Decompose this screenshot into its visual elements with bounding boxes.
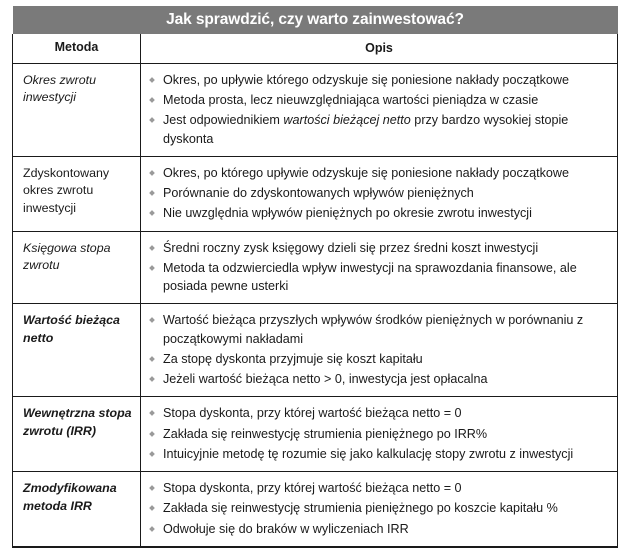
bullet-text: Intuicyjnie metodę tę rozumie się jako kalkulację stopy zwrotu z inwestycji — [163, 446, 574, 461]
table-row — [13, 304, 618, 397]
table-row — [13, 63, 618, 156]
bullet-text: Okres, po upływie którego odzyskuje się poniesione nakłady początkowe — [163, 72, 570, 87]
bullet-item — [141, 239, 609, 257]
emphasized-term: wartości bieżącej netto — [283, 113, 411, 128]
bullet-item — [141, 311, 609, 348]
method-cell: Zmodyfikowana metoda IRR — [13, 472, 141, 547]
bullet-text: Zakłada się reinwestycję strumienia pieniężnego po IRR% — [163, 426, 488, 441]
bullet-item — [141, 259, 609, 296]
table-title-row — [13, 6, 618, 34]
bullet-item — [141, 350, 609, 368]
description-cell — [141, 63, 618, 156]
bullet-item — [141, 71, 609, 89]
bullet-text: Zakłada się reinwestycję strumienia pieniężnego po koszcie kapitału % — [163, 501, 558, 516]
bullet-text: Jeżeli wartość bieżąca netto > 0, inwestycja jest opłacalna — [163, 372, 488, 387]
method-cell: Wewnętrzna stopa zwrotu (IRR) — [13, 397, 141, 472]
method-cell: Zdyskontowany okres zwrotu inwestycji — [13, 156, 141, 231]
bullet-list — [141, 239, 609, 296]
diamond-bullet-icon — [149, 317, 155, 323]
diamond-bullet-icon — [149, 97, 155, 103]
column-header-description: Opis — [141, 34, 618, 63]
diamond-bullet-icon — [149, 431, 155, 437]
bullet-item — [141, 184, 609, 202]
bullet-item — [141, 499, 609, 517]
description-cell — [141, 397, 618, 472]
bullet-text: Jest odpowiednikiem wartości bieżącej netto przy bardzo wysokiej stopie dyskonta — [163, 113, 569, 146]
bullet-text: Okres, po którego upływie odzyskuje się poniesione nakłady początkowe — [163, 165, 570, 180]
bullet-item — [141, 164, 609, 182]
diamond-bullet-icon — [149, 245, 155, 251]
bullet-list — [141, 71, 609, 148]
diamond-bullet-icon — [149, 77, 155, 83]
bullet-item — [141, 404, 609, 422]
method-cell: Wartość bieżąca netto — [13, 304, 141, 397]
bullet-text: Metoda prosta, lecz nieuwzględniająca wartości pieniądza w czasie — [163, 93, 539, 108]
bullet-item — [141, 91, 609, 109]
bullet-item — [141, 370, 609, 388]
diamond-bullet-icon — [149, 190, 155, 196]
bullet-item — [141, 520, 609, 538]
diamond-bullet-icon — [149, 265, 155, 271]
method-cell: Okres zwrotu inwestycji — [13, 63, 141, 156]
diamond-bullet-icon — [149, 485, 155, 491]
bullet-item — [141, 479, 609, 497]
table-row — [13, 156, 618, 231]
bullet-text: Za stopę dyskonta przyjmuje się koszt kapitału — [163, 351, 423, 366]
column-header-row — [13, 34, 618, 63]
bullet-text: Stopa dyskonta, przy której wartość bieżąca netto = 0 — [163, 406, 462, 421]
description-cell — [141, 156, 618, 231]
diamond-bullet-icon — [149, 170, 155, 176]
diamond-bullet-icon — [149, 376, 155, 382]
diamond-bullet-icon — [149, 356, 155, 362]
diamond-bullet-icon — [149, 117, 155, 123]
bullet-text: Nie uwzględnia wpływów pieniężnych po okresie zwrotu inwestycji — [163, 206, 532, 221]
bullet-text: Odwołuje się do braków w wyliczeniach IRR — [163, 521, 409, 536]
bullet-item — [141, 204, 609, 222]
bullet-list — [141, 311, 609, 388]
bullet-list — [141, 404, 609, 463]
bullet-text: Średni roczny zysk księgowy dzieli się przez średni koszt inwestycji — [163, 240, 539, 255]
bullet-item — [141, 111, 609, 148]
table-header — [13, 6, 618, 63]
table-title: Jak sprawdzić, czy warto zainwestować? — [13, 6, 618, 34]
investment-methods-table — [12, 6, 618, 548]
description-cell — [141, 231, 618, 304]
table-row — [13, 397, 618, 472]
bullet-text: Metoda ta odzwierciedla wpływ inwestycji na sprawozdania finansowe, ale posiada pewne usterki — [163, 260, 577, 294]
bullet-item — [141, 425, 609, 443]
diamond-bullet-icon — [149, 451, 155, 457]
table-row — [13, 472, 618, 547]
bullet-text: Wartość bieżąca przyszłych wpływów środków pieniężnych w porównaniu z początkowymi nakładami — [163, 313, 584, 346]
bullet-list — [141, 164, 609, 223]
diamond-bullet-icon — [149, 505, 155, 511]
bullet-item — [141, 445, 609, 463]
bullet-text: Stopa dyskonta, przy której wartość bieżąca netto = 0 — [163, 481, 462, 496]
description-cell — [141, 304, 618, 397]
method-cell: Księgowa stopa zwrotu — [13, 231, 141, 304]
bullet-list — [141, 479, 609, 538]
diamond-bullet-icon — [149, 210, 155, 216]
column-header-method: Metoda — [13, 34, 141, 63]
table-body — [13, 63, 618, 547]
bullet-text: Porównanie do zdyskontowanych wpływów pieniężnych — [163, 186, 474, 201]
description-cell — [141, 472, 618, 547]
diamond-bullet-icon — [149, 410, 155, 416]
table-row — [13, 231, 618, 304]
